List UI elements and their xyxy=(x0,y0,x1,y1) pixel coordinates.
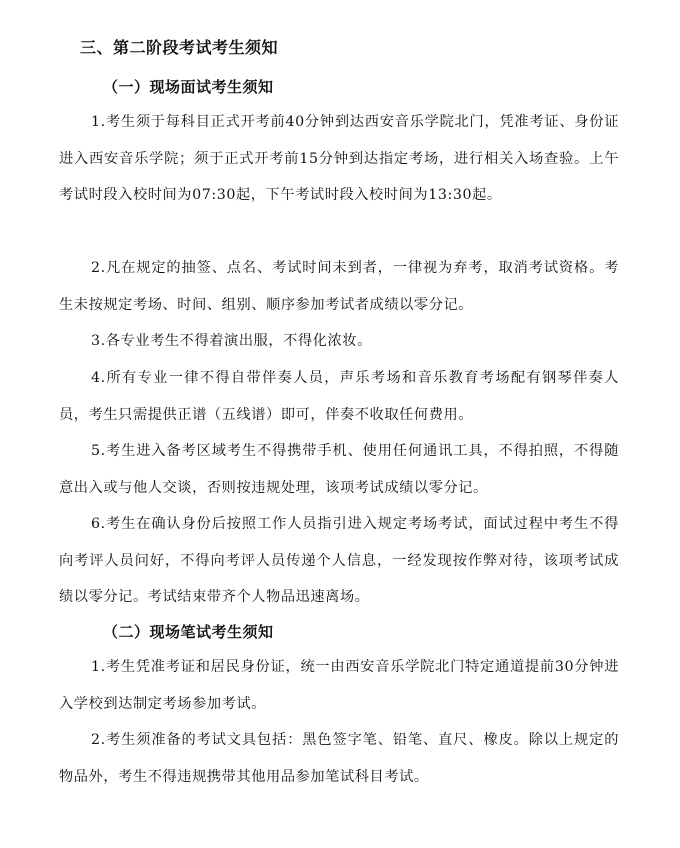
part1-item-6: 6.考生在确认身份后按照工作人员指引进入规定考场考试，面试过程中考生不得向考评人员问好，不得向考评人员传递个人信息，一经发现按作弊对待，该项考试成绩以零分记。考试结束带齐个人物品迅速离场。 xyxy=(59,516,619,605)
part1-item-2: 2.凡在规定的抽签、点名、考试时间未到者，一律视为弃考，取消考试资格。考生未按规定考场、时间、组别、顺序参加考试者成绩以零分记。 xyxy=(59,260,619,313)
part1-heading: （一）现场面试考生须知 xyxy=(103,78,274,96)
part1-item-5: 5.考生进入备考区域考生不得携带手机、使用任何通讯工具，不得拍照，不得随意出入或与他人交谈，否则按违规处理，该项考试成绩以零分记。 xyxy=(59,443,619,496)
part2-heading: （二）现场笔试考生须知 xyxy=(103,623,274,641)
part1-item-1: 1.考生须于每科目正式开考前40分钟到达西安音乐学院北门，凭准考证、身份证进入西安音乐学院；须于正式开考前15分钟到达指定考场，进行相关入场查验。上午考试时段入校时间为07:30起，下午考试时段入校时间为13:30起。 xyxy=(59,114,619,203)
part1-item-4: 4.所有专业一律不得自带伴奏人员，声乐考场和音乐教育考场配有钢琴伴奏人员，考生只需提供正谱（五线谱）即可，伴奏不收取任何费用。 xyxy=(59,370,619,423)
section-title: 三、第二阶段考试考生须知 xyxy=(80,38,279,57)
part2-item-2: 2.考生须准备的考试文具包括：黑色签字笔、铅笔、直尺、橡皮。除以上规定的物品外，考生不得违规携带其他用品参加笔试科目考试。 xyxy=(59,732,619,785)
part1-item-3: 3.各专业考生不得着演出服，不得化浓妆。 xyxy=(91,333,372,349)
part2-item-1: 1.考生凭准考证和居民身份证，统一由西安音乐学院北门特定通道提前30分钟进入学校到达制定考场参加考试。 xyxy=(59,659,619,712)
